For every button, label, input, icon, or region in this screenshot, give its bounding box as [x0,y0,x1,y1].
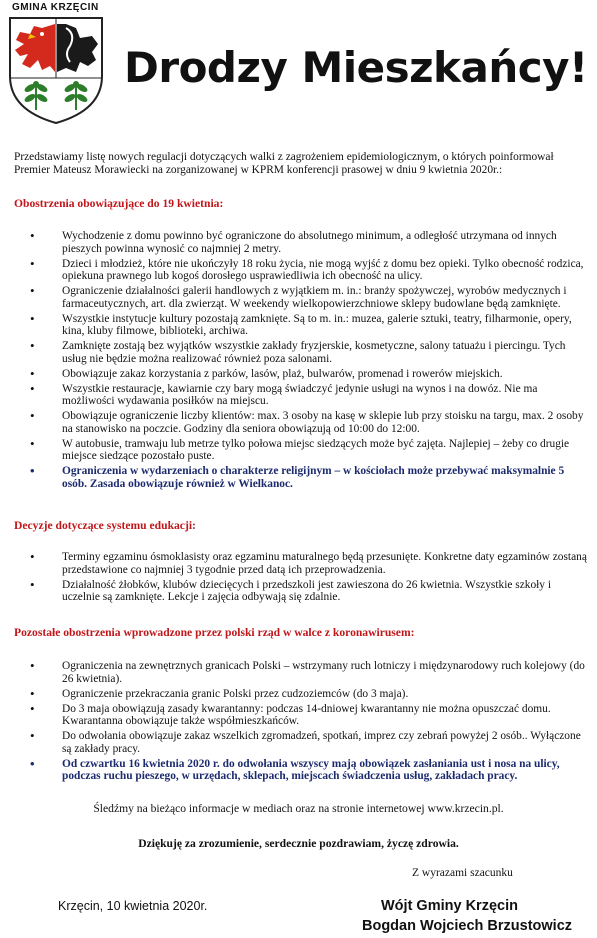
list-item: • Wszystkie restauracje, kawiarnie czy bary mogą świadczyć jedynie usługi na wynos i na dowóz. Nie ma możliwości wydawania posiłków na miejscu. [30,383,588,408]
signature-name: Bogdan Wojciech Brzustowicz [362,918,573,934]
list-item: • Wszystkie instytucje kultury pozostają zamknięte. Są to m. in.: muzea, galerie sztuki, teatry, filharmonie, opery, kina, kluby filmowe, biblioteki, archiwa. [30,313,588,338]
other-restrictions-list [30,660,588,785]
restrictions-list [30,230,588,493]
gmina-label: GMINA KRZĘCIN [12,2,99,13]
list-item: • Ograniczenia na zewnętrznych granicach Polski – wstrzymany ruch lotniczy i międzynarodowy ruch kolejowy (do 26 kwietnia). [30,660,588,685]
follow-info: Śledźmy na bieżąco informacje w mediach oraz na stronie internetowej www.krzecin.pl. [93,802,504,815]
section-heading-other: Pozostałe obostrzenia wprowadzone przez polski rząd w walce z koronawirusem: [14,626,415,639]
place-date: Krzęcin, 10 kwietnia 2020r. [58,899,208,913]
section-heading-restrictions: Obostrzenia obowiązujące do 19 kwietnia: [14,197,224,210]
list-item: • W autobusie, tramwaju lub metrze tylko połowa miejsc siedzących może być zajęta. Najlepiej – żeby co drugie miejsce siedzące pozostało puste. [30,438,588,463]
page-title: Drodzy Mieszkańcy! [124,43,588,92]
list-item: • Wychodzenie z domu powinno być ograniczone do absolutnego minimum, a odległość utrzymana od innych pieszych powinna wynosić co najmniej 2 metry. [30,230,588,255]
signature-title: Wójt Gminy Krzęcin [381,898,518,914]
list-item: • Obowiązuje zakaz korzystania z parków, lasów, plaż, bulwarów, promenad i rowerów miejskich. [30,368,588,381]
list-item: • Dzieci i młodzież, które nie ukończyły 18 roku życia, nie mogą wyjść z domu bez opieki. Tylko obecność rodzica, opiekuna prawnego lub kogoś dorosłego usprawiedliwia ich obecność na ulicy. [30,258,588,283]
list-item: • Ograniczenie przekraczania granic Polski przez cudzoziemców (do 3 maja). [30,688,588,701]
list-item: • Ograniczenie działalności galerii handlowych z wyjątkiem m. in.: branży spożywczej, wyrobów medycznych i farmaceutycznych, art. dla zwierząt. W weekendy wielkopowierzchniowe sklepy budowlane będą zamknięte. [30,285,588,310]
thanks-line: Dziękuję za zrozumienie, serdecznie pozdrawiam, życzę zdrowia. [138,837,459,850]
intro-paragraph: Przedstawiamy listę nowych regulacji dotyczących walki z zagrożeniem epidemiologicznym, o których poinformował Premier Mateusz Morawiecki na zorganizowanej w KPRM konferencji prasowej w dniu 9 kwietnia 2020r.: [14,151,554,177]
section-heading-education: Decyzje dotyczące systemu edukacji: [14,519,196,532]
list-item: • Do 3 maja obowiązują zasady kwarantanny: podczas 14-dniowej kwarantanny nie można opuszczać domu. Kwarantanna obowiązuje także współmieszkańców. [30,703,588,728]
list-item: • Terminy egzaminu ósmoklasisty oraz egzaminu maturalnego będą przesunięte. Konkretne daty egzaminów zostaną przedstawione co najmniej 3 tygodnie przed datą ich przeprowadzenia. [30,551,588,576]
list-item: • Do odwołania obowiązuje zakaz wszelkich zgromadzeń, spotkań, imprez czy zebrań powyżej 2 osób.. Wyłączone są zakłady pracy. [30,730,588,755]
regards-line: Z wyrazami szacunku [412,867,513,879]
list-item-highlight: • Od czwartku 16 kwietnia 2020 r. do odwołania wszyscy mają obowiązek zasłaniania ust i nosa na ulicy, podczas ruchu pieszego, w urzędach, sklepach, miejscach świadczenia usług, zakładach pracy. [30,758,588,783]
list-item-highlight: • Ograniczenia w wydarzeniach o charakterze religijnym – w kościołach może przebywać maksymalnie 5 osób. Zasada obowiązuje również w Wielkanoc. [30,465,588,490]
list-item: • Obowiązuje ograniczenie liczby klientów: max. 3 osoby na kasę w sklepie lub przy stoisku na targu, max. 2 osoby na stanowisko na poczcie. Godziny dla seniora obowiązują od 10:00 do 12:00. [30,410,588,435]
list-item: • Działalność żłobków, klubów dziecięcych i przedszkoli jest zawieszona do 26 kwietnia. Wszystkie szkoły i uczelnie są zamknięte. Lekcje i zajęcia odbywają się zdalnie. [30,579,588,604]
list-item: • Zamknięte zostają bez wyjątków wszystkie zakłady fryzjerskie, kosmetyczne, salony tatuażu i piercingu. Tych usług nie będzie można realizować również poza salonami. [30,340,588,365]
education-list [30,551,588,606]
coat-of-arms-icon [6,14,106,126]
